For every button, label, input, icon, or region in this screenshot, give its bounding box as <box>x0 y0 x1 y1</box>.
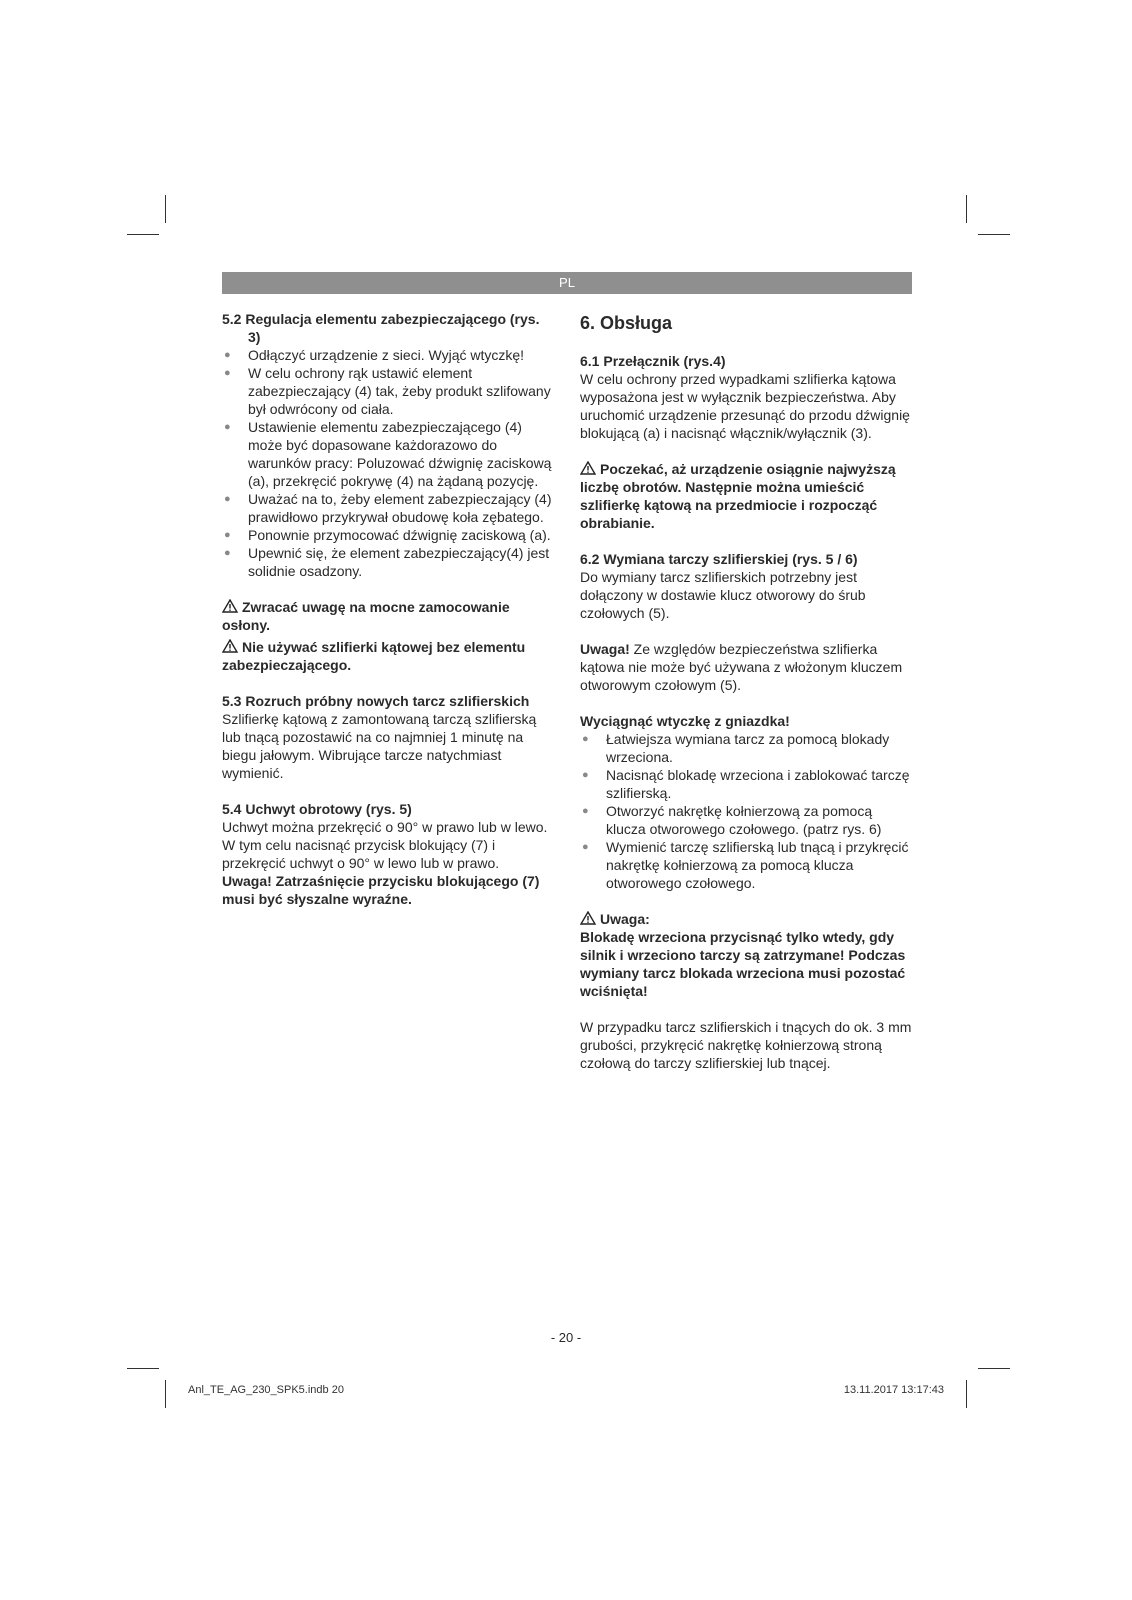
crop-mark <box>966 1380 967 1408</box>
list-item: ● Ponownie przymocować dźwignię zaciskową (a). <box>224 527 551 543</box>
list-item: ● W celu ochrony rąk ustawić element zabezpieczający (4) tak, żeby produkt szlifowany był odwrócony od ciała. <box>224 365 551 417</box>
section-6-2-list <box>580 730 912 892</box>
warning-triangle-icon <box>222 639 238 653</box>
list-item: ● Uważać na to, żeby element zabezpieczający (4) prawidłowo przykrywał obudowę koła zębatego. <box>224 491 552 525</box>
bullet-icon: ● <box>582 805 589 817</box>
warning-1: Zwracać uwagę na mocne zamocowanie osłony. <box>222 599 510 633</box>
footer-file: Anl_TE_AG_230_SPK5.indb 20 <box>188 1384 344 1396</box>
section-5-4-text: Uchwyt można przekręcić o 90° w prawo lub w lewo. W tym celu nacisnąć przycisk blokujący (7) i przekręcić uchwyt o 90° w lewo lub w prawo. <box>222 819 548 871</box>
warning-triangle-icon <box>580 911 596 925</box>
list-item: ● Wymienić tarczę szlifierską lub tnącą i przykręcić nakrętkę kołnierzową za pomocą klucza otworowego czołowego. <box>582 839 909 891</box>
section-6-1-text: W celu ochrony przed wypadkami szlifierka kątowa wyposażona jest w wyłącznik bezpieczeństwa. Aby uruchomić urządzenie przesunąć do przodu dźwignię blokującą (a) i nacisnąć włącznik/wyłącznik (3). <box>580 371 910 441</box>
bullet-icon: ● <box>582 733 589 745</box>
list-item: ● Odłączyć urządzenie z sieci. Wyjąć wtyczkę! <box>224 347 525 363</box>
warning-2: Nie używać szlifierki kątowej bez elementu zabezpieczającego. <box>222 639 526 673</box>
pull-plug-heading: Wyciągnąć wtyczkę z gniazdka! <box>580 713 790 729</box>
crop-mark <box>165 195 166 223</box>
bullet-icon: ● <box>224 421 231 433</box>
footer-datetime: 13.11.2017 13:17:43 <box>843 1384 944 1396</box>
bullet-icon: ● <box>582 841 589 853</box>
page-number: - 20 - <box>550 1330 582 1345</box>
section-6-2-warning-label: Uwaga: <box>580 910 912 928</box>
right-column <box>580 310 912 1072</box>
list-item: ● Łatwiejsza wymiana tarcz za pomocą blokady wrzeciona. <box>582 731 890 765</box>
crop-mark <box>966 195 967 223</box>
list-item: ● Ustawienie elementu zabezpieczającego (4) może być dopasowane każdorazowo do warunków pracy: Poluzować dźwignię zaciskową (a), przekręcić pokrywę (4) na żądaną pozycję. <box>224 419 552 489</box>
list-item: ● Otworzyć nakrętkę kołnierzową za pomocą klucza otworowego czołowego. (patrz rys. 6) <box>582 803 882 837</box>
language-bar: PL <box>222 272 912 294</box>
bullet-icon: ● <box>224 367 231 379</box>
bullet-icon: ● <box>224 529 231 541</box>
left-column <box>222 310 554 908</box>
bullet-icon: ● <box>224 493 231 505</box>
crop-mark <box>165 1380 166 1408</box>
section-5-3-text: Szlifierkę kątową z zamontowaną tarczą szlifierską lub tnącą pozostawić na co najmniej 1 minutę na biegu jałowym. Wibrujące tarcze natychmiast wymienić. <box>222 711 537 781</box>
crop-mark <box>978 234 1010 235</box>
section-6-1-title: 6.1 Przełącznik (rys.4) <box>580 353 726 369</box>
bullet-icon: ● <box>582 769 589 781</box>
section-6-2-title: 6.2 Wymiana tarczy szlifierskiej (rys. 5 / 6) <box>580 551 858 567</box>
crop-mark <box>127 1368 159 1369</box>
section-5-3-title: 5.3 Rozruch próbny nowych tarcz szlifierskich <box>222 693 530 709</box>
warning-triangle-icon <box>580 461 596 475</box>
crop-mark <box>127 234 159 235</box>
section-6-2-text: Do wymiany tarcz szlifierskich potrzebny jest dołączony w dostawie klucz otworowy do śrub czołowych (5). <box>580 569 866 621</box>
crop-mark <box>978 1368 1010 1369</box>
section-5-4-title: 5.4 Uchwyt obrotowy (rys. 5) <box>222 801 412 817</box>
section-5-4-warning: Uwaga! Zatrzaśnięcie przycisku blokującego (7) musi być słyszalne wyraźne. <box>222 873 540 907</box>
list-item: ● Upewnić się, że element zabezpieczający(4) jest solidnie osadzony. <box>224 545 550 579</box>
section-6-2-final: W przypadku tarcz szlifierskich i tnących do ok. 3 mm grubości, przykręcić nakrętkę kołnierzową stroną czołową do tarczy szlifierskiej lub tnącej. <box>580 1019 912 1071</box>
section-6-2-note: Uwaga! Ze względów bezpieczeństwa szlifierka kątowa nie może być używana z włożonym kluczem otworowym czołowym (5). <box>580 641 903 693</box>
section-5-2-title: 5.2 Regulacja elementu zabezpieczającego (rys. 3) <box>222 311 540 345</box>
section-5-2-list <box>222 346 554 580</box>
chapter-title: 6. Obsługa <box>580 313 673 333</box>
bullet-icon: ● <box>224 547 231 559</box>
section-6-2-warning-text: Blokadę wrzeciona przycisnąć tylko wtedy, gdy silnik i wrzeciono tarczy są zatrzymane! Podczas wymiany tarcz blokada wrzeciona musi pozostać wciśnięta! <box>580 929 906 999</box>
list-item: ● Nacisnąć blokadę wrzeciona i zablokować tarczę szlifierską. <box>582 767 910 801</box>
bullet-icon: ● <box>224 349 231 361</box>
section-6-1-warning: Poczekać, aż urządzenie osiągnie najwyższą liczbę obrotów. Następnie można umieścić szlifierkę kątową na przedmiocie i rozpocząć obrabianie. <box>580 461 896 531</box>
warning-triangle-icon <box>222 599 238 613</box>
